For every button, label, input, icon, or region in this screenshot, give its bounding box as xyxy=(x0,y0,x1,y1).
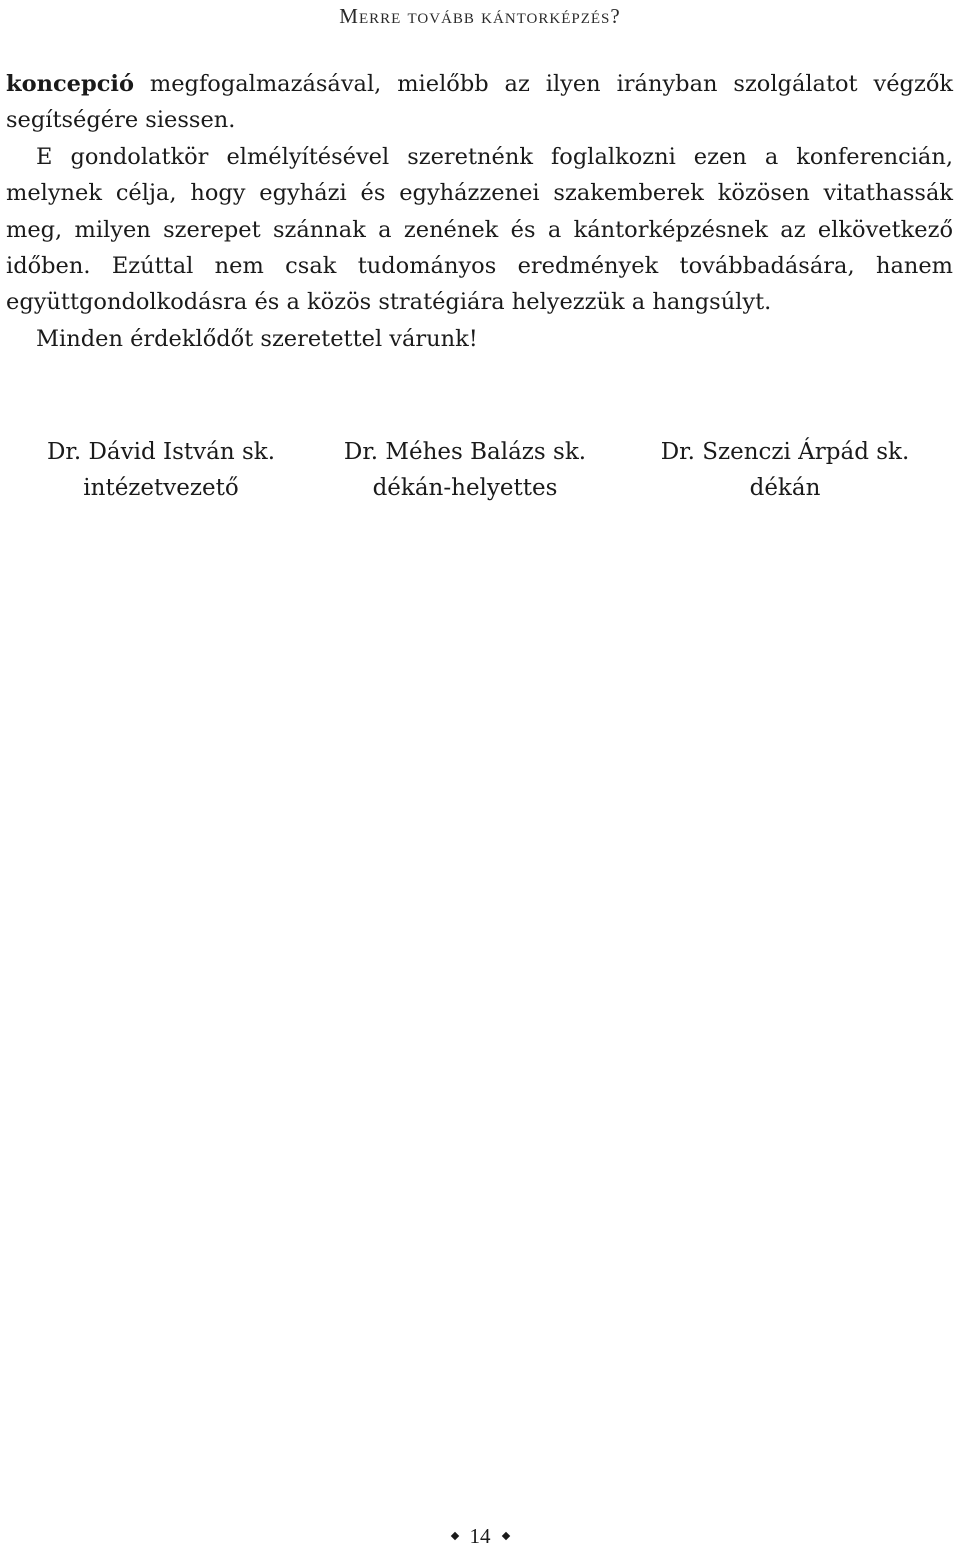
body-text xyxy=(6,66,953,357)
signature-name: Dr. Szenczi Árpád sk. xyxy=(660,439,910,465)
signature-name: Dr. Dávid István sk. xyxy=(46,439,276,465)
page-footer xyxy=(0,1524,960,1549)
signature-title: intézetvezető xyxy=(83,475,239,501)
signature-block-3 xyxy=(640,434,930,506)
page-number: 14 xyxy=(469,1524,491,1548)
running-head: Merre tovább kántorképzés? xyxy=(339,4,621,28)
lead-word: koncepció xyxy=(6,71,134,97)
signature-title: dékán-helyettes xyxy=(372,475,558,501)
signature-block-1 xyxy=(30,434,292,506)
bullet-ornament-icon xyxy=(501,1532,509,1540)
paragraph-invitation: Minden érdeklődőt szeretettel várunk! xyxy=(36,325,478,352)
signature-block-2 xyxy=(330,434,600,506)
paragraph-main: E gondolatkör elmélyítésével szeretnénk foglalkozni ezen a konferencián, melynek célja, hogy egyházi és egyházzenei szakemberek közösen vitathassák meg, milyen szerepet szánnak a zenének és a kántorképzésnek az elkövetkező időben. Ezúttal nem csak tudományos eredmények továbbadására, hanem együttgondolkodásra és a közös stratégiára helyezzük a hangsúlyt. xyxy=(6,143,953,316)
signature-name: Dr. Méhes Balázs sk. xyxy=(343,439,587,465)
paragraph-continuation-text: megfogalmazásával, mielőbb az ilyen irányban szolgálatot végzők segítségére siessen. xyxy=(6,71,953,134)
paragraph-continuation xyxy=(6,66,953,139)
signature-title: dékán xyxy=(749,475,821,501)
bullet-ornament-icon xyxy=(450,1532,458,1540)
